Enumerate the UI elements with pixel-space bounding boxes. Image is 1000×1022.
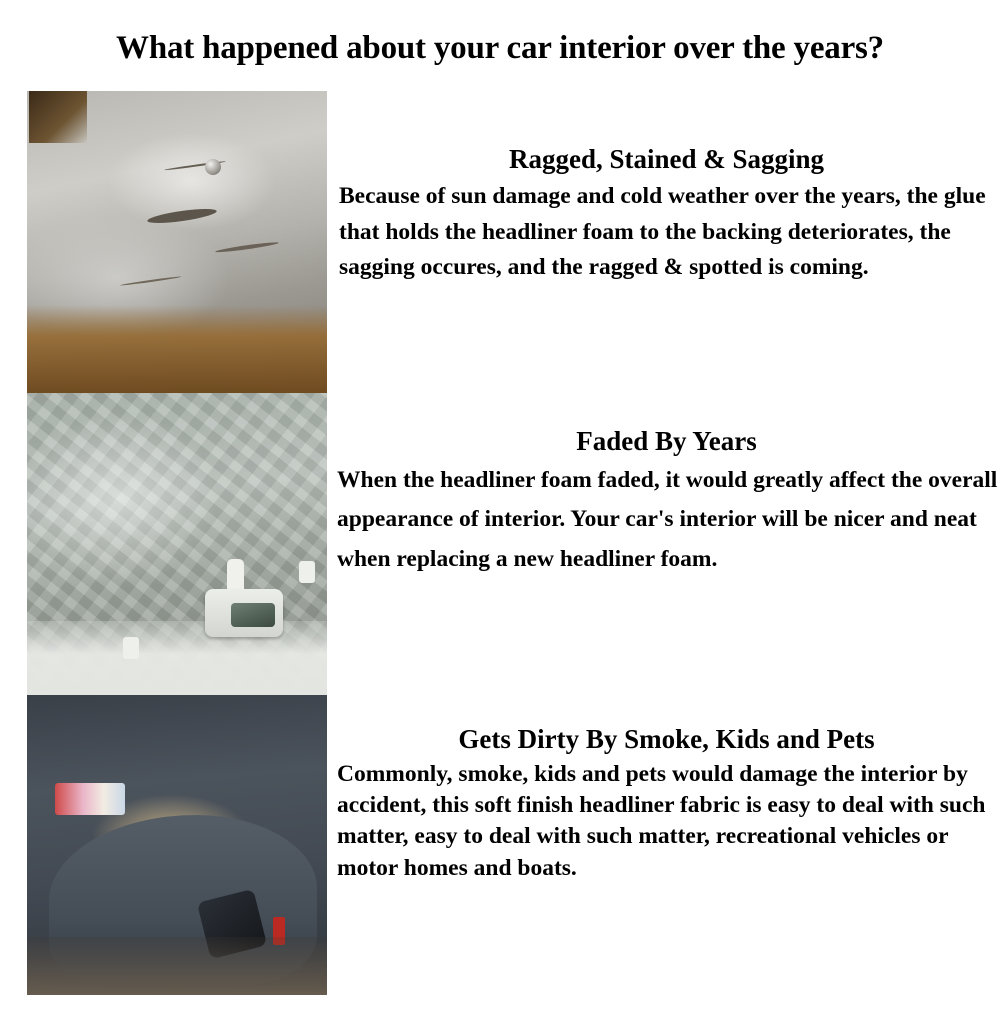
section-faded-by-years xyxy=(0,393,1000,695)
dirty-seat-illustration xyxy=(27,695,327,995)
section-ragged-stained-sagging xyxy=(0,91,1000,393)
page-title: What happened about your car interior over the years? xyxy=(116,30,884,67)
section-text-faded: When the headliner foam faded, it would greatly affect the overall appearance of interior. Your car's interior will be nicer and neat when replacing a new headliner foam. xyxy=(337,466,998,572)
section-text-ragged: Because of sun damage and cold weather over the years, the glue that holds the headliner foam to the backing deteriorates, the sagging occures, and the ragged & spotted is coming. xyxy=(339,182,986,281)
section-image-dirty xyxy=(27,695,327,995)
tear-marks-shape xyxy=(147,206,218,226)
dome-light-knob-shape xyxy=(205,159,221,175)
section-body-faded xyxy=(327,393,1000,580)
visor-clip-left-shape xyxy=(123,637,139,659)
section-image-ragged xyxy=(27,91,327,393)
section-heading-ragged: Ragged, Stained & Sagging xyxy=(508,143,825,174)
faded-headliner-illustration xyxy=(27,393,327,695)
section-heading-faded: Faded By Years xyxy=(576,425,757,456)
rearview-mirror-shape xyxy=(205,589,283,637)
visor-clip-right-shape xyxy=(299,561,315,583)
car-floor-shape xyxy=(27,937,327,995)
sections-container xyxy=(0,91,1000,995)
section-body-ragged xyxy=(327,91,1000,287)
spilled-items-shape xyxy=(55,783,125,815)
section-image-faded xyxy=(27,393,327,695)
section-heading-dirty: Gets Dirty By Smoke, Kids and Pets xyxy=(458,723,875,754)
sagging-headliner-illustration xyxy=(27,91,327,393)
section-body-dirty xyxy=(327,695,1000,884)
section-text-dirty: Commonly, smoke, kids and pets would damage the interior by accident, this soft finish headliner fabric is easy to deal with such matter, easy to deal with such matter, recreational vehicles or motor homes and boats. xyxy=(337,760,986,881)
section-gets-dirty xyxy=(0,695,1000,995)
